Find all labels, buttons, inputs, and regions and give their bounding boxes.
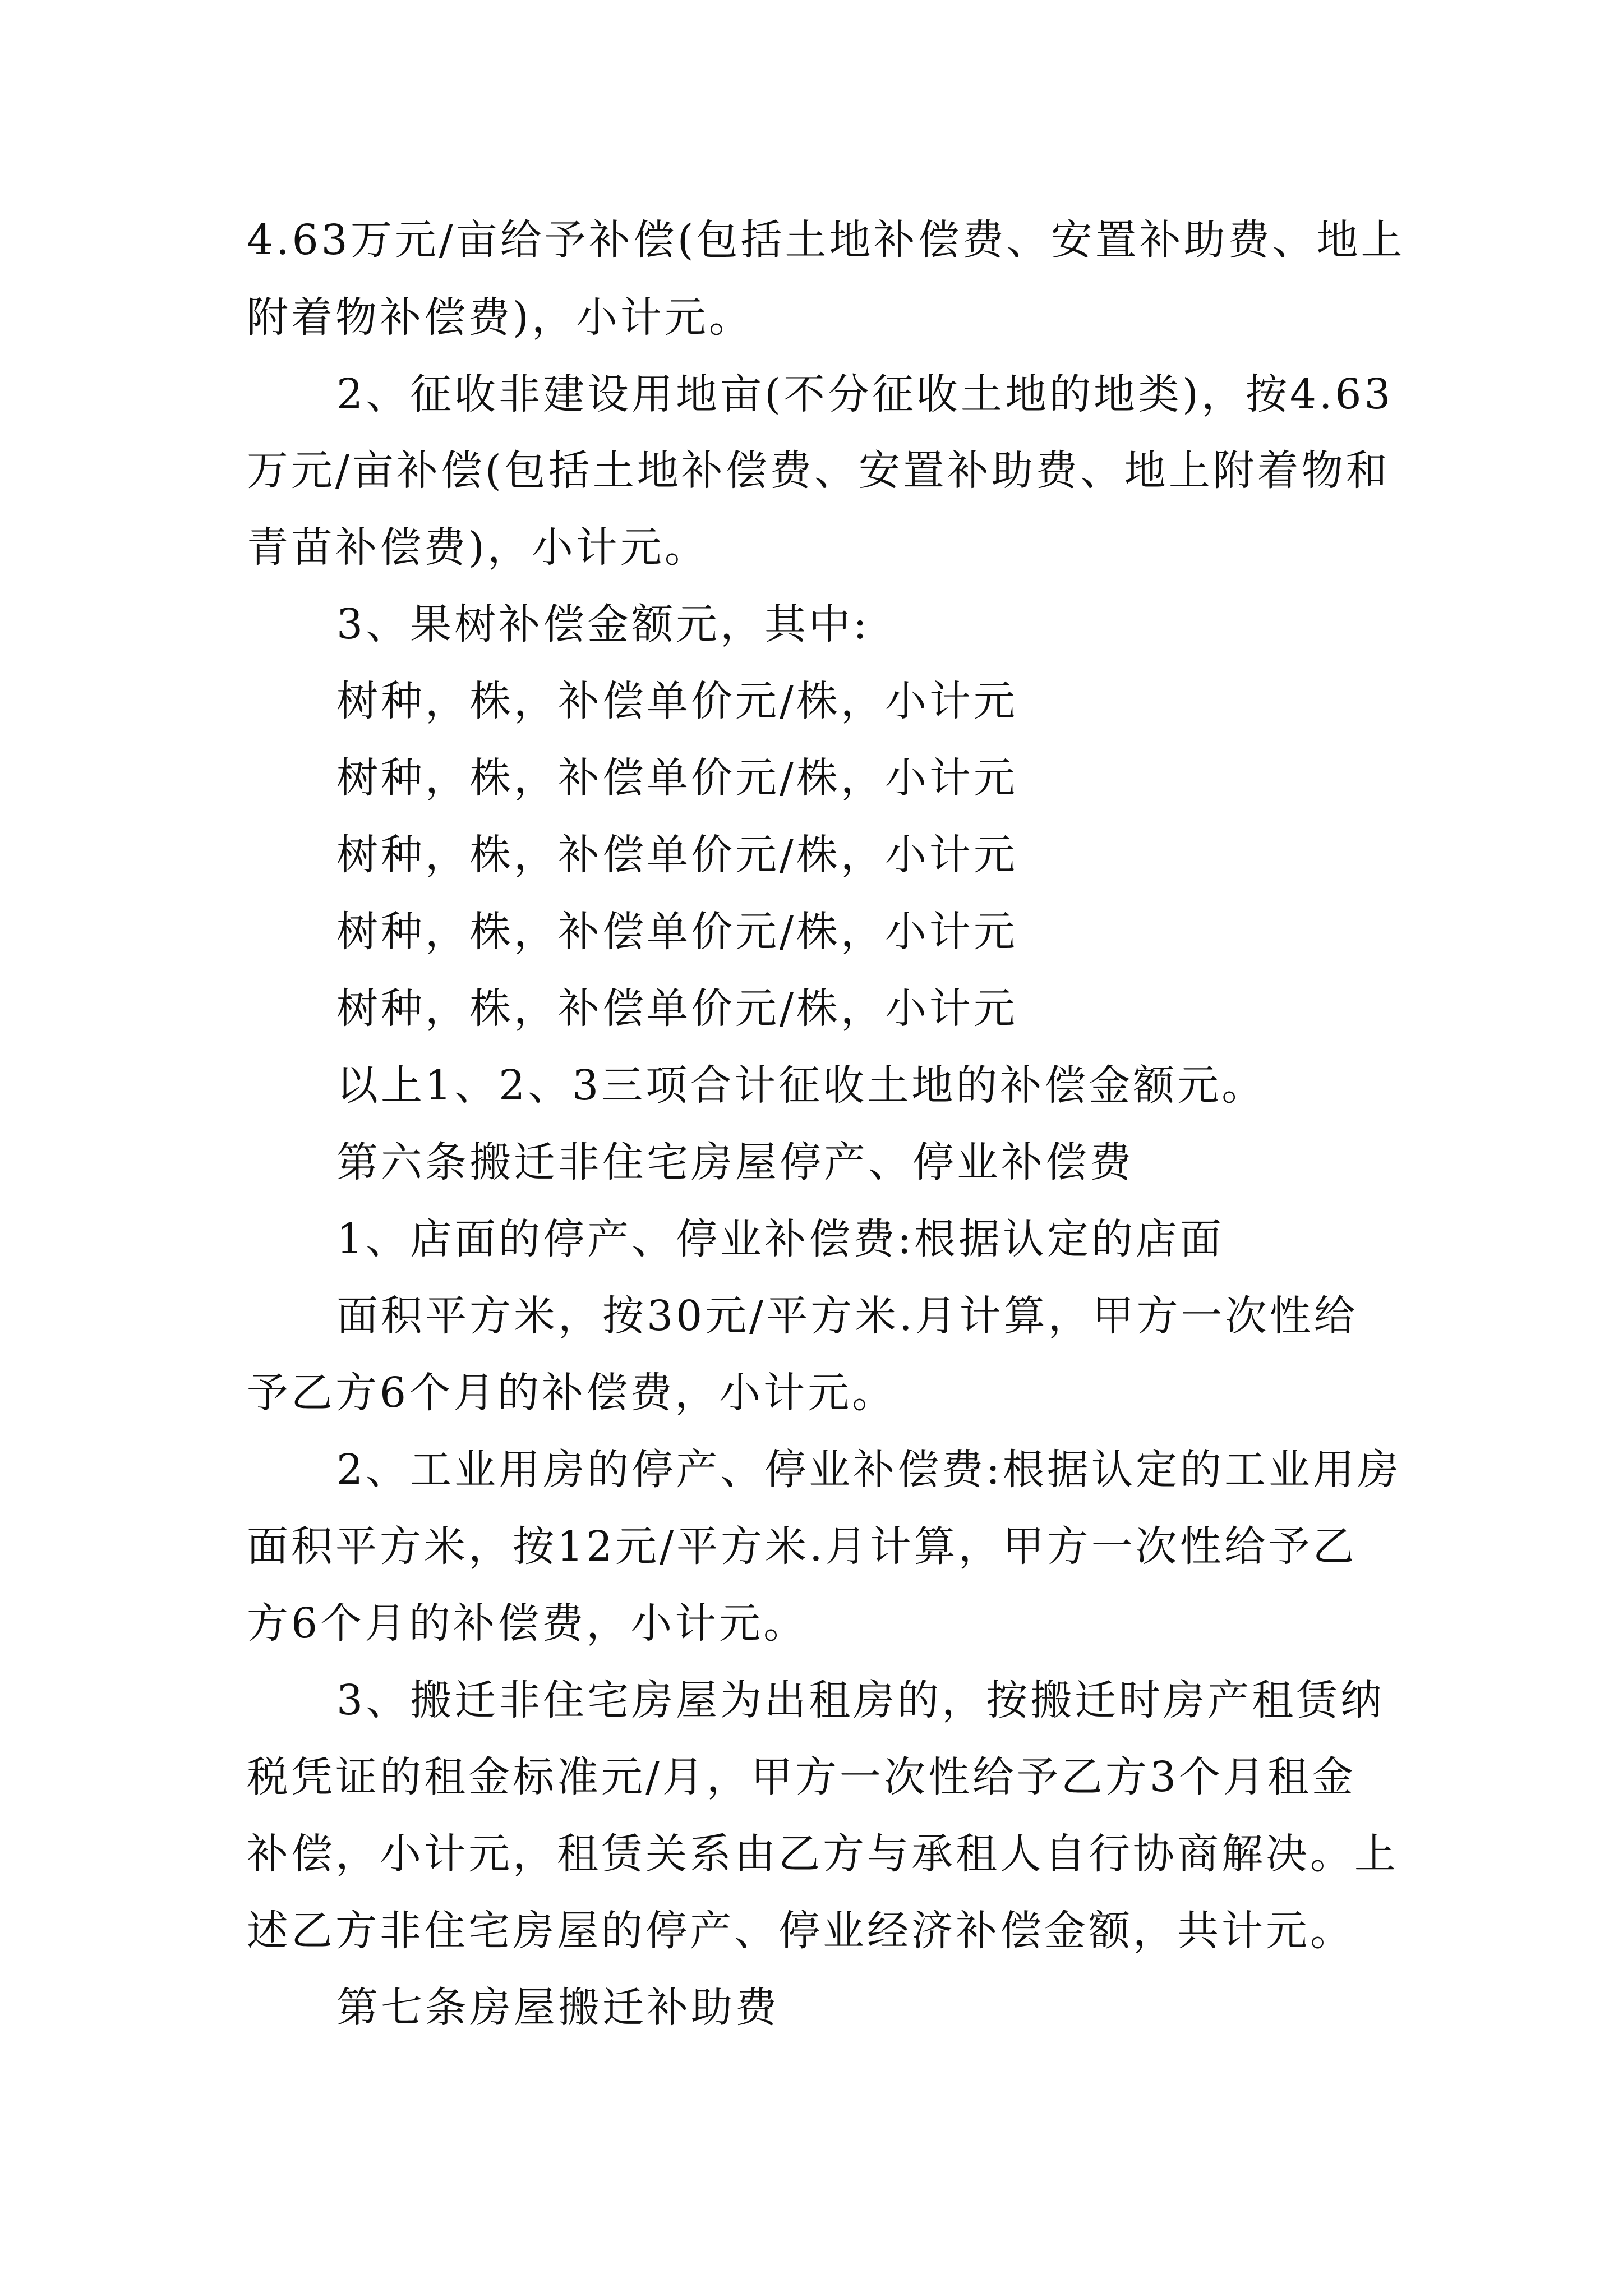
text-line-21: 税凭证的租金标准元/月，甲方一次性给予乙方3个月租金	[247, 1753, 1357, 1801]
text-line-20: 3、搬迁非住宅房屋为出租房的，按搬迁时房产租赁纳	[336, 1676, 1385, 1724]
text-line-3: 2、征收非建设用地亩(不分征收土地的地类)，按4.63	[336, 370, 1394, 418]
text-line-11: 树种，株，补偿单价元/株，小计元	[336, 984, 1018, 1033]
text-line-9: 树种，株，补偿单价元/株，小计元	[336, 831, 1018, 879]
text-line-10: 树种，株，补偿单价元/株，小计元	[336, 908, 1018, 956]
text-line-24: 第七条房屋搬迁补助费	[336, 1984, 780, 2032]
text-line-5: 青苗补偿费)，小计元。	[247, 523, 709, 572]
text-line-6: 3、果树补偿金额元，其中:	[336, 600, 870, 648]
text-line-15: 面积平方米，按30元/平方米.月计算，甲方一次性给	[336, 1292, 1358, 1340]
text-line-12: 以上1、2、3三项合计征收土地的补偿金额元。	[336, 1061, 1266, 1110]
text-line-4: 万元/亩补偿(包括土地补偿费、安置补助费、地上附着物和	[247, 447, 1390, 495]
text-line-16: 予乙方6个月的补偿费，小计元。	[247, 1369, 897, 1417]
text-line-8: 树种，株，补偿单价元/株，小计元	[336, 754, 1018, 802]
text-line-19: 方6个月的补偿费，小计元。	[247, 1599, 808, 1648]
text-line-23: 述乙方非住宅房屋的停产、停业经济补偿金额，共计元。	[247, 1907, 1354, 1955]
text-line-14: 1、店面的停产、停业补偿费:根据认定的店面	[336, 1215, 1225, 1263]
text-line-18: 面积平方米，按12元/平方米.月计算，甲方一次性给予乙	[247, 1522, 1357, 1571]
text-line-1: 4.63万元/亩给予补偿(包括土地补偿费、安置补助费、地上	[247, 216, 1405, 264]
text-line-2: 附着物补偿费)，小计元。	[247, 293, 753, 342]
text-line-13: 第六条搬迁非住宅房屋停产、停业补偿费	[336, 1138, 1134, 1186]
text-line-17: 2、工业用房的停产、停业补偿费:根据认定的工业用房	[336, 1446, 1402, 1494]
text-line-22: 补偿，小计元，租赁关系由乙方与承租人自行协商解决。上	[247, 1830, 1399, 1878]
text-line-7: 树种，株，补偿单价元/株，小计元	[336, 677, 1018, 725]
